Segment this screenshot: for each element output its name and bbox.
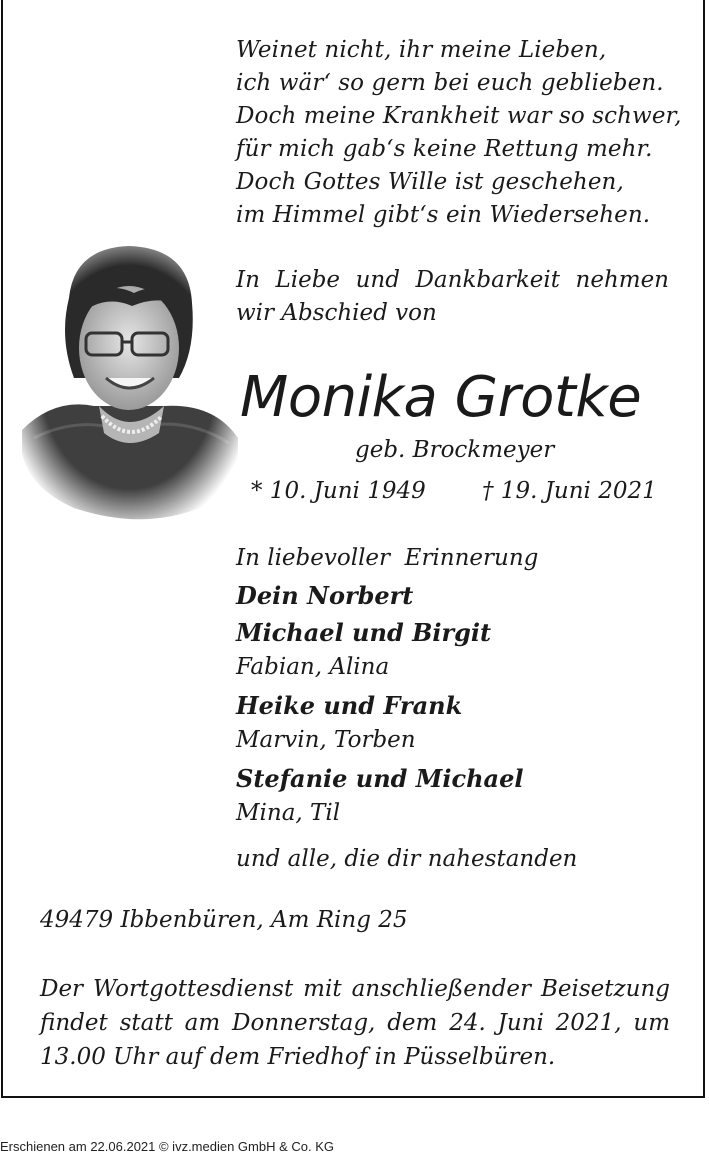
- service-line-3: 13.00 Uhr auf dem Friedhof in Püsselbüren.: [40, 1044, 556, 1070]
- service-word: Donnerstag,: [232, 1010, 376, 1036]
- intro-text: [236, 264, 669, 330]
- intro-word: nehmen: [575, 267, 669, 293]
- intro-line-2: wir Abschied von: [236, 300, 437, 326]
- service-word: statt: [119, 1010, 173, 1036]
- publication-footer: Erschienen am 22.06.2021 © ivz.medien GmbH & Co. KG: [0, 1139, 335, 1154]
- maiden-name: geb. Brockmeyer: [355, 437, 555, 463]
- service-word: findet: [40, 1010, 108, 1036]
- service-word: 24.: [449, 1010, 486, 1036]
- poem: [236, 34, 682, 232]
- family-member-name: Stefanie und Michael: [236, 764, 524, 793]
- service-word: dem: [387, 1010, 438, 1036]
- death-date: † 19. Juni 2021: [482, 478, 657, 504]
- service-line-1: [40, 972, 670, 1006]
- intro-word: Dankbarkeit: [415, 267, 560, 293]
- address: 49479 Ibbenbüren, Am Ring 25: [40, 907, 408, 933]
- service-line-2: [40, 1006, 670, 1040]
- family-member-name: Heike und Frank: [236, 691, 463, 720]
- service-word: Wortgottesdienst: [93, 976, 294, 1002]
- poem-line: Weinet nicht, ihr meine Lieben,: [236, 37, 607, 63]
- intro-word: In: [236, 267, 260, 293]
- family-member-children: Fabian, Alina: [236, 654, 390, 680]
- service-word: anschließender: [351, 976, 532, 1002]
- family-list: [236, 540, 676, 878]
- service-word: am: [184, 1010, 221, 1036]
- family-member-children: Marvin, Torben: [236, 727, 416, 753]
- poem-line: für mich gab‘s keine Rettung mehr.: [236, 136, 653, 162]
- poem-line: Doch meine Krankheit war so schwer,: [236, 103, 682, 129]
- family-member-children: Mina, Til: [236, 800, 341, 826]
- family-member-name: Dein Norbert: [236, 581, 414, 610]
- service-info: [40, 972, 670, 1074]
- family-closing: und alle, die dir nahestanden: [236, 846, 578, 872]
- portrait-photo: [14, 238, 244, 528]
- poem-line: ich wär‘ so gern bei euch geblieben.: [236, 70, 664, 96]
- intro-word: Liebe: [275, 267, 341, 293]
- service-word: Juni: [497, 1010, 544, 1036]
- intro-line-1: [236, 264, 669, 297]
- service-word: 2021,: [555, 1010, 622, 1036]
- intro-word: und: [355, 267, 400, 293]
- poem-line: Doch Gottes Wille ist geschehen,: [236, 169, 624, 195]
- service-word: mit: [303, 976, 342, 1002]
- service-word: Der: [40, 976, 84, 1002]
- family-heading: In liebevoller Erinnerung: [236, 545, 539, 571]
- family-member-name: Michael und Birgit: [236, 618, 492, 647]
- birth-date: * 10. Juni 1949: [251, 478, 426, 504]
- poem-line: im Himmel gibt‘s ein Wiedersehen.: [236, 202, 651, 228]
- deceased-name: Monika Grotke: [240, 365, 642, 430]
- service-word: um: [633, 1010, 670, 1036]
- service-word: Beisetzung: [541, 976, 670, 1002]
